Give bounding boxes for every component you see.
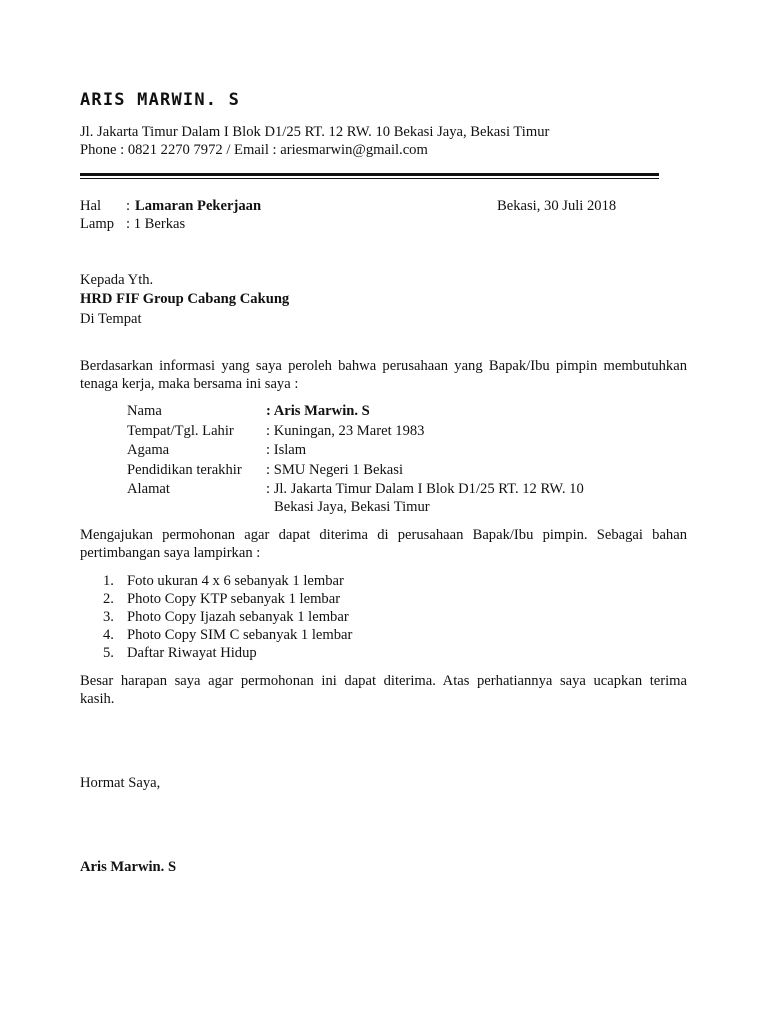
attachment-item: Photo Copy KTP sebanyak 1 lembar xyxy=(127,591,341,607)
identity-value-pendidikan: : SMU Negeri 1 Bekasi xyxy=(266,462,404,478)
sender-address: Jl. Jakarta Timur Dalam I Blok D1/25 RT. 12 RW. 10 Bekasi Jaya, Bekasi Timur xyxy=(80,124,550,140)
attachment-item: Foto ukuran 4 x 6 sebanyak 1 lembar xyxy=(127,573,344,589)
attachment-number: 5. xyxy=(103,645,114,661)
closing-line-1: Besar harapan saya agar permohonan ini dapat diterima. Atas perhatiannya saya ucapkan terima xyxy=(80,673,687,689)
attachment-number: 3. xyxy=(103,609,114,625)
identity-value-agama: : Islam xyxy=(266,442,307,458)
request-line-2: pertimbangan saya lampirkan : xyxy=(80,545,261,561)
intro-line-1: Berdasarkan informasi yang saya peroleh bahwa perusahaan yang Bapak/Ibu pimpin membutuhkan xyxy=(80,358,687,374)
identity-value-nama: : Aris Marwin. S xyxy=(266,403,370,419)
hal-label: Hal xyxy=(80,198,102,214)
attachment-number: 2. xyxy=(103,591,114,607)
letter-date: Bekasi, 30 Juli 2018 xyxy=(497,198,617,214)
hal-separator: : xyxy=(126,198,131,214)
closing-line-2: kasih. xyxy=(80,691,115,707)
regards-text: Hormat Saya, xyxy=(80,775,161,791)
identity-label-alamat: Alamat xyxy=(127,481,170,497)
recipient-place: Di Tempat xyxy=(80,311,142,327)
identity-label-ttl: Tempat/Tgl. Lahir xyxy=(127,423,234,439)
identity-label-nama: Nama xyxy=(127,403,162,419)
identity-value-alamat: : Jl. Jakarta Timur Dalam I Blok D1/25 RT. 12 RW. 10 xyxy=(266,481,584,497)
signature-name: Aris Marwin. S xyxy=(80,859,177,875)
attachment-number: 4. xyxy=(103,627,114,643)
sender-contact: Phone : 0821 2270 7972 / Email : ariesmarwin@gmail.com xyxy=(80,142,428,158)
recipient-greeting: Kepada Yth. xyxy=(80,272,154,288)
intro-line-2: tenaga kerja, maka bersama ini saya : xyxy=(80,376,299,392)
identity-value-alamat-line-2: Bekasi Jaya, Bekasi Timur xyxy=(274,499,430,515)
recipient-name: HRD FIF Group Cabang Cakung xyxy=(80,291,290,307)
identity-label-pendidikan: Pendidikan terakhir xyxy=(127,462,242,478)
attachment-item: Photo Copy SIM C sebanyak 1 lembar xyxy=(127,627,353,643)
attachment-item: Daftar Riwayat Hidup xyxy=(127,645,257,661)
letterhead-rule-thin xyxy=(80,178,659,179)
attachment-number: 1. xyxy=(103,573,114,589)
hal-value: Lamaran Pekerjaan xyxy=(135,198,262,214)
identity-label-agama: Agama xyxy=(127,442,170,458)
identity-value-ttl: : Kuningan, 23 Maret 1983 xyxy=(266,423,425,439)
lamp-label: Lamp xyxy=(80,216,115,232)
request-line-1: Mengajukan permohonan agar dapat diterima di perusahaan Bapak/Ibu pimpin. Sebagai bahan xyxy=(80,527,687,543)
letterhead-rule-thick xyxy=(80,173,659,176)
lamp-value: : 1 Berkas xyxy=(126,216,186,232)
attachment-item: Photo Copy Ijazah sebanyak 1 lembar xyxy=(127,609,349,625)
sender-name-heading: ARIS MARWIN. S xyxy=(80,90,241,110)
